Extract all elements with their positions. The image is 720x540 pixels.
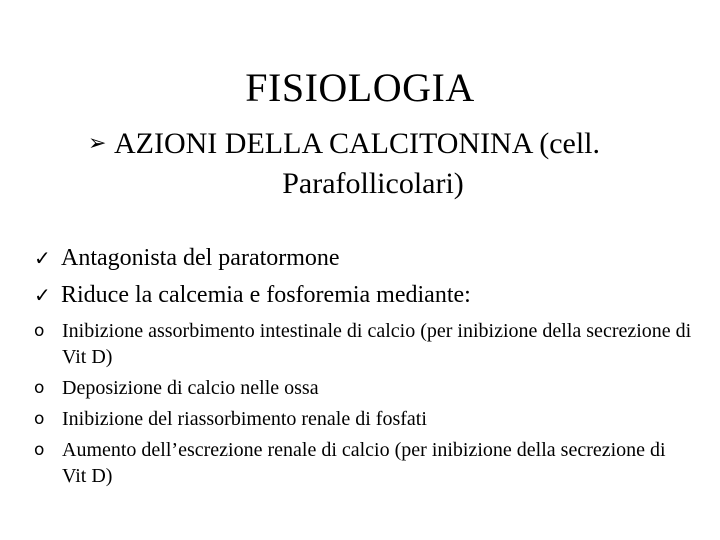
list-item-text: Aumento dell’escrezione renale di calcio (per inibizione della secrezione di Vit D) bbox=[62, 439, 666, 487]
page-title: FISIOLOGIA bbox=[245, 65, 475, 110]
check-item-text: Antagonista del paratormone bbox=[61, 245, 340, 271]
circle-bullet-icon: o bbox=[34, 409, 45, 429]
list-item-text: Inibizione assorbimento intestinale di calcio (per inibizione della secrezione di Vit D) bbox=[62, 320, 692, 368]
checkmark-icon: ✓ bbox=[34, 283, 51, 307]
subtitle-line-2: Parafollicolari) bbox=[282, 167, 464, 200]
arrow-bullet-icon: ➢ bbox=[88, 131, 107, 156]
check-item-text: Riduce la calcemia e fosforemia mediante: bbox=[61, 282, 471, 308]
list-item-text: Deposizione di calcio nelle ossa bbox=[62, 377, 319, 399]
list-item bbox=[34, 437, 694, 489]
subtitle-line-1: AZIONI DELLA CALCITONINA (cell. bbox=[114, 127, 601, 160]
circle-bullet-icon: o bbox=[34, 440, 45, 460]
check-item bbox=[34, 240, 694, 277]
list-item bbox=[34, 375, 694, 401]
list-item bbox=[34, 318, 694, 370]
check-list bbox=[34, 240, 694, 314]
checkmark-icon: ✓ bbox=[34, 246, 51, 270]
circle-bullet-icon: o bbox=[34, 321, 45, 341]
list-item-text: Inibizione del riassorbimento renale di fosfati bbox=[62, 408, 427, 430]
circle-bullet-icon: o bbox=[34, 378, 45, 398]
list-item bbox=[34, 406, 694, 432]
subtitle-block bbox=[88, 124, 688, 204]
subtitle-row bbox=[88, 124, 688, 164]
sub-list bbox=[34, 318, 694, 494]
check-item bbox=[34, 277, 694, 314]
